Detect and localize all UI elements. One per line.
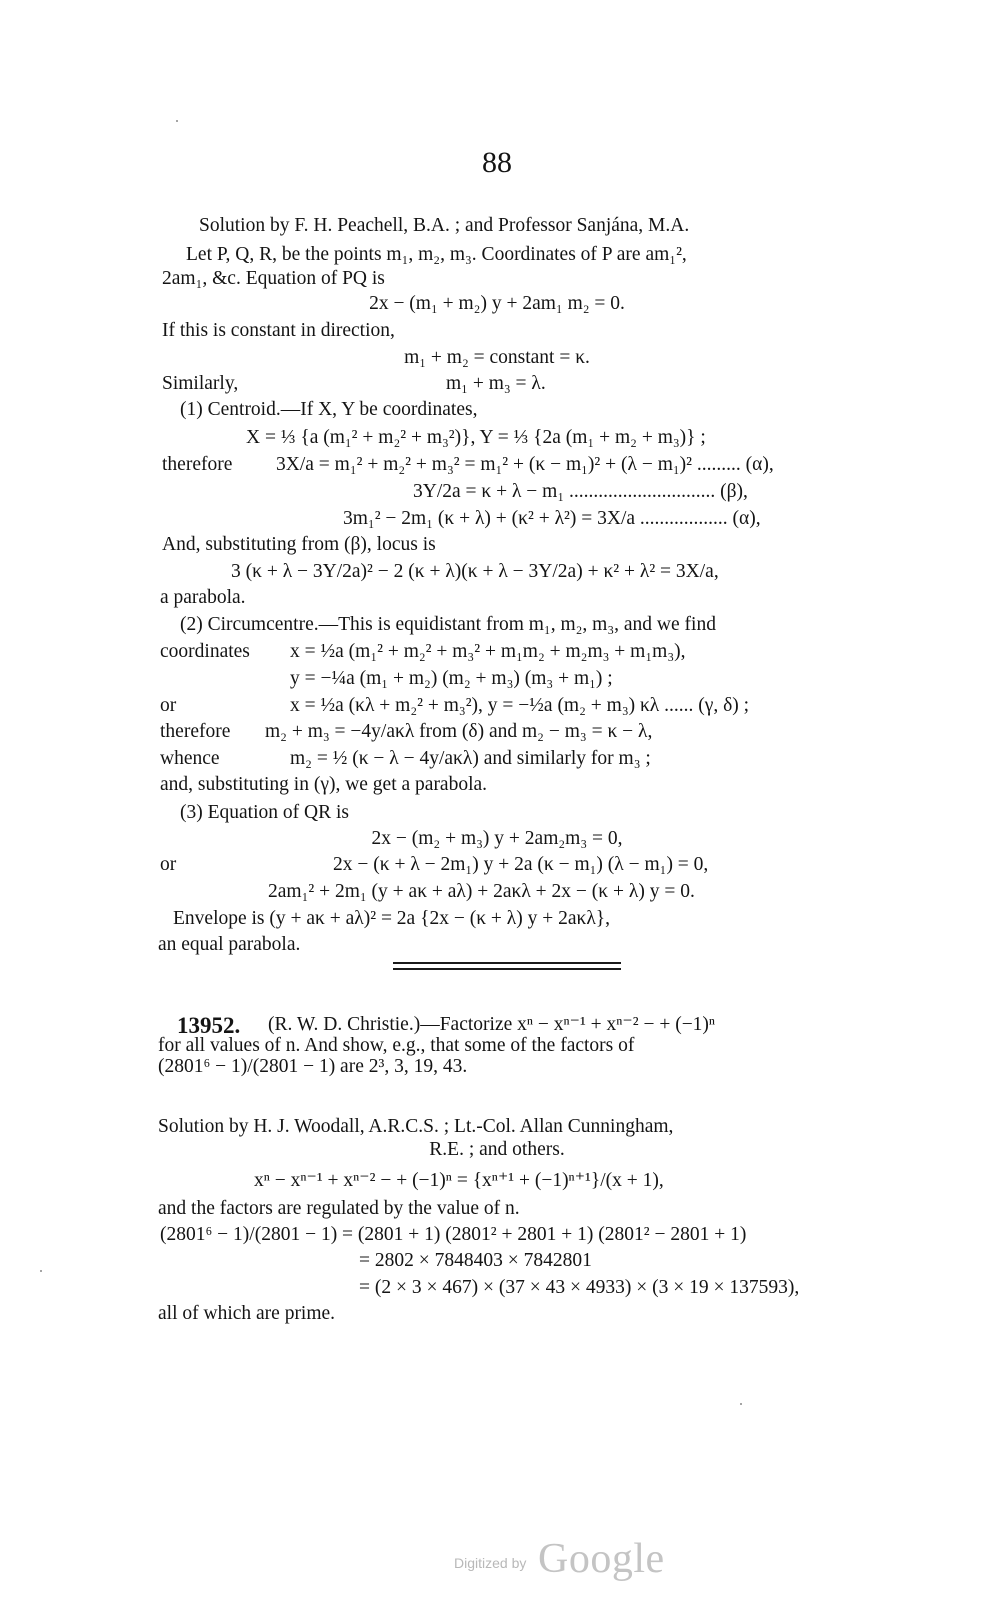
equation: x = ½a (m₁² + m₂² + m₃² + m₁m₂ + m₂m₃ + m₁m₃), xyxy=(290,641,686,662)
text-line: or xyxy=(160,854,177,875)
divider-rule xyxy=(393,962,621,964)
question-line: (R. W. D. Christie.)—Factorize xⁿ − xⁿ⁻¹ + xⁿ⁻² − + (−1)ⁿ xyxy=(268,1014,716,1035)
text-line: or xyxy=(160,695,177,716)
equation: = 2802 × 7848403 × 7842801 xyxy=(359,1250,592,1271)
equation: m₁ + m₃ = λ. xyxy=(446,373,546,394)
equation: 3 (κ + λ − 3Y/2a)² − 2 (κ + λ)(κ + λ − 3Y/2a) + κ² + λ² = 3X/a, xyxy=(231,561,719,582)
scan-speck xyxy=(176,120,178,122)
text-line: And, substituting from (β), locus is xyxy=(162,534,436,555)
text-line: 2am₁, &c. Equation of PQ is xyxy=(162,268,385,289)
text-line: (1) Centroid.—If X, Y be coordinates, xyxy=(180,399,478,420)
equation: 3X/a = m₁² + m₂² + m₃² = m₁² + (κ − m₁)² + (λ − m₁)² ......... (α), xyxy=(276,454,774,475)
page-number: 88 xyxy=(482,146,512,179)
question-line: (2801⁶ − 1)/(2801 − 1) are 2³, 3, 19, 43. xyxy=(158,1056,468,1077)
equation: m₁ + m₂ = constant = κ. xyxy=(404,347,590,368)
text-line: and, substituting in (γ), we get a parabola. xyxy=(160,774,488,795)
text-line: therefore xyxy=(162,454,233,475)
equation: m₂ + m₃ = −4y/aκλ from (δ) and m₂ − m₃ = κ − λ, xyxy=(265,721,653,742)
text-line: an equal parabola. xyxy=(158,934,301,955)
text-line: whence xyxy=(160,748,220,769)
text-line: Similarly, xyxy=(162,373,239,394)
solution-heading-2: Solution by H. J. Woodall, A.R.C.S. ; Lt.-Col. Allan Cunningham, xyxy=(158,1116,674,1137)
scan-speck xyxy=(40,1270,42,1272)
equation: xⁿ − xⁿ⁻¹ + xⁿ⁻² − + (−1)ⁿ = {xⁿ⁺¹ + (−1)ⁿ⁺¹}/(x + 1), xyxy=(254,1170,664,1191)
equation: = (2 × 3 × 467) × (37 × 43 × 4933) × (3 × 19 × 137593), xyxy=(359,1277,800,1298)
solution-heading-2-cont: R.E. ; and others. xyxy=(429,1139,565,1160)
question-line: for all values of n. And show, e.g., that some of the factors of xyxy=(158,1035,635,1056)
equation: X = ⅓ {a (m₁² + m₂² + m₃²)}, Y = ⅓ {2a (m₁ + m₂ + m₃)} ; xyxy=(246,427,706,448)
text-line: a parabola. xyxy=(160,587,246,608)
equation: Envelope is (y + aκ + aλ)² = 2a {2x − (κ + λ) y + 2aκλ}, xyxy=(173,908,611,929)
text-line: and the factors are regulated by the value of n. xyxy=(158,1198,520,1219)
equation: 3Y/2a = κ + λ − m₁ .............................. (β), xyxy=(413,481,748,502)
text-line: (2) Circumcentre.—This is equidistant from m₁, m₂, m₃, and we find xyxy=(180,614,716,635)
equation: 2x − (κ + λ − 2m₁) y + 2a (κ − m₁) (λ − m₁) = 0, xyxy=(333,854,709,875)
equation: x = ½a (κλ + m₂² + m₃²), y = −½a (m₂ + m₃) κλ ...... (γ, δ) ; xyxy=(290,695,750,716)
text-line: therefore xyxy=(160,721,231,742)
equation: 2x − (m₂ + m₃) y + 2am₂m₃ = 0, xyxy=(371,828,623,849)
scan-speck xyxy=(740,1403,742,1405)
equation: (2801⁶ − 1)/(2801 − 1) = (2801 + 1) (2801² + 2801 + 1) (2801² − 2801 + 1) xyxy=(160,1224,747,1245)
watermark-logo-text: Google xyxy=(538,1536,665,1582)
divider-rule xyxy=(393,968,621,970)
equation: 3m₁² − 2m₁ (κ + λ) + (κ² + λ²) = 3X/a .................. (α), xyxy=(343,508,761,529)
text-line: (3) Equation of QR is xyxy=(180,802,349,823)
digitized-by-google-watermark xyxy=(454,1535,664,1585)
watermark-small-text: Digitized by xyxy=(454,1555,527,1571)
equation: 2am₁² + 2m₁ (y + aκ + aλ) + 2aκλ + 2x − (κ + λ) y = 0. xyxy=(268,881,695,902)
text-line: all of which are prime. xyxy=(158,1303,336,1324)
text-line: coordinates xyxy=(160,641,250,662)
equation: y = −¼a (m₁ + m₂) (m₂ + m₃) (m₃ + m₁) ; xyxy=(290,668,613,689)
equation: 2x − (m₁ + m₂) y + 2am₁ m₂ = 0. xyxy=(369,293,625,314)
equation: m₂ = ½ (κ − λ − 4y/aκλ) and similarly for m₃ ; xyxy=(290,748,651,769)
solution-heading-1: Solution by F. H. Peachell, B.A. ; and Professor Sanjána, M.A. xyxy=(199,215,690,236)
text-line: If this is constant in direction, xyxy=(162,320,395,341)
text-line: Let P, Q, R, be the points m₁, m₂, m₃. Coordinates of P are am₁², xyxy=(186,244,687,265)
question-number: 13952. xyxy=(177,1013,241,1038)
